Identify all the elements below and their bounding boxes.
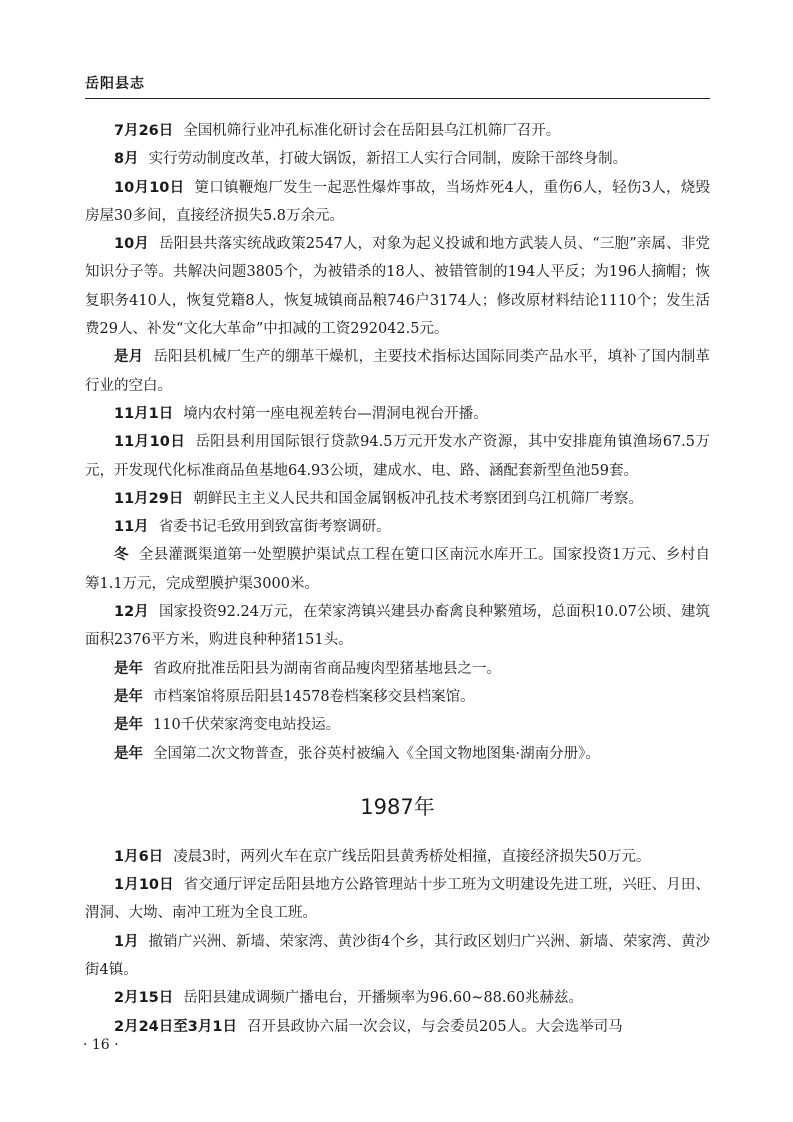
entry-date: 是月 <box>114 349 144 366</box>
entry-text: 全国机筛行业冲孔标准化研讨会在岳阳县乌江机筛厂召开。 <box>183 123 561 139</box>
entry-date: 8月 <box>114 151 139 168</box>
entry-text: 朝鲜民主主义人民共和国金属钢板冲孔技术考察团到乌江机筛厂考察。 <box>193 490 643 507</box>
entry-text: 凌晨3时，两列火车在京广线岳阳县黄秀桥处相撞，直接经济损失50万元。 <box>173 848 651 865</box>
chronicle-entry <box>85 174 710 231</box>
entry-text: 省委书记毛致用到致富街考察调研。 <box>158 519 391 536</box>
entry-text: 境内农村第一座电视差转台—渭洞电视台开播。 <box>183 405 488 422</box>
entry-text: 召开县政协六届一次会议，与会委员205人。大会选举司马 <box>246 1018 623 1035</box>
entry-date: 冬 <box>114 547 129 564</box>
header-title: 岳阳县志 <box>85 76 145 92</box>
entry-date: 1月 <box>114 933 139 950</box>
entry-date: 是年 <box>114 745 143 762</box>
entry-text: 筻口镇鞭炮厂发生一起恶性爆炸事故，当场炸死4人，重伤6人，轻伤3人，烧毁房屋30多间，直接经济损失5.8万余元。 <box>85 179 710 224</box>
entry-text: 市档案馆将原岳阳县14578卷档案移交县档案馆。 <box>153 688 475 705</box>
entry-date: 11月1日 <box>114 405 174 422</box>
entry-text: 岳阳县建成调频广播电台，开播频率为96.60~88.60兆赫兹。 <box>183 990 583 1007</box>
entry-date: 12月 <box>114 604 149 621</box>
section-1986-entries <box>85 117 710 768</box>
chronicle-entry <box>85 145 710 173</box>
entry-date: 11月29日 <box>114 490 184 507</box>
entry-date: 1月10日 <box>114 877 174 894</box>
chronicle-entry <box>85 117 710 145</box>
entry-text: 110千伏荣家湾变电站投运。 <box>153 717 341 734</box>
chronicle-entry <box>85 984 710 1012</box>
entry-date: 2月15日 <box>114 990 174 1007</box>
chronicle-entry <box>85 928 710 985</box>
chronicle-entry <box>85 428 710 485</box>
chronicle-entry <box>85 485 710 513</box>
entry-date: 是年 <box>114 688 143 705</box>
page-number: · 16 · <box>83 1037 119 1053</box>
entry-date: 10月10日 <box>114 179 185 196</box>
entry-text: 实行劳动制度改革，打破大锅饭，新招工人实行合同制，废除干部终身制。 <box>148 151 628 168</box>
entry-text: 全国第二次文物普查，张谷英村被编入《全国文物地图集·湖南分册》。 <box>153 745 600 762</box>
entry-text: 撤销广兴洲、新墙、荣家湾、黄沙街4个乡，其行政区划归广兴洲、新墙、荣家湾、黄沙街4镇。 <box>85 933 710 979</box>
entry-date: 是年 <box>114 660 143 677</box>
entry-text: 省政府批准岳阳县为湖南省商品瘦肉型猪基地县之一。 <box>153 660 501 677</box>
chronicle-entry <box>85 871 710 928</box>
entry-date: 是年 <box>114 717 143 734</box>
entry-text: 岳阳县机械厂生产的绷革干燥机，主要技术指标达国际同类产品水平，填补了国内制革行业的空白。 <box>85 349 711 394</box>
entry-text: 国家投资92.24万元，在荣家湾镇兴建县办畜禽良种繁殖场，总面积10.07公顷、建筑面积2376平方米，购进良种种猪151头。 <box>85 604 710 649</box>
chronicle-entry <box>85 541 710 598</box>
chronicle-entry <box>85 683 710 711</box>
header-divider <box>85 98 710 99</box>
chronicle-entry <box>85 655 710 683</box>
chronicle-entry <box>85 513 710 541</box>
chronicle-entry <box>85 843 710 871</box>
year-heading: 1987年 <box>360 794 435 819</box>
chronicle-entry <box>85 400 710 428</box>
chronicle-entry <box>85 711 710 739</box>
entry-date: 11月10日 <box>114 434 186 451</box>
entry-text: 全县灌溉渠道第一处塑膜护渠试点工程在筻口区南沅水库开工。国家投资1万元、乡村自筹1.1万元，完成塑膜护渠3000米。 <box>85 547 710 592</box>
chronicle-entry <box>85 740 710 768</box>
entry-text: 岳阳县利用国际银行贷款94.5万元开发水产资源，其中安排鹿角镇渔场67.5万元，开发现代化标准商品鱼基地64.93公顷，建成水、电、路、涵配套新型鱼池59套。 <box>85 434 710 479</box>
chronicle-entry <box>85 598 710 655</box>
entry-date: 2月24日至3月1日 <box>114 1018 237 1035</box>
entry-date: 10月 <box>114 236 150 253</box>
entry-date: 7月26日 <box>114 123 174 139</box>
chronicle-entry <box>85 1013 710 1041</box>
chronicle-entry <box>85 230 710 343</box>
section-1987-entries <box>85 843 710 1041</box>
entry-date: 11月 <box>114 519 149 536</box>
entry-text: 岳阳县共落实统战政策2547人，对象为起义投诚和地方武装人员、“三胞”亲属、非党知识分子等。共解决问题3805个，为被错杀的18人、被错管制的194人平反；为196人摘帽；恢复职务410人，恢复党籍8人，恢复城镇商品粮746户3174人；修改原材料结论1110个；发生活费29人、补发“文化大革命”中扣减的工资292042.5元。 <box>85 236 710 338</box>
chronicle-body <box>85 117 710 1041</box>
chronicle-entry <box>85 343 710 400</box>
entry-date: 1月6日 <box>114 848 164 865</box>
entry-text: 省交通厅评定岳阳县地方公路管理站十步工班为文明建设先进工班，兴旺、月田、渭洞、大坳、南冲工班为全良工班。 <box>85 877 710 922</box>
